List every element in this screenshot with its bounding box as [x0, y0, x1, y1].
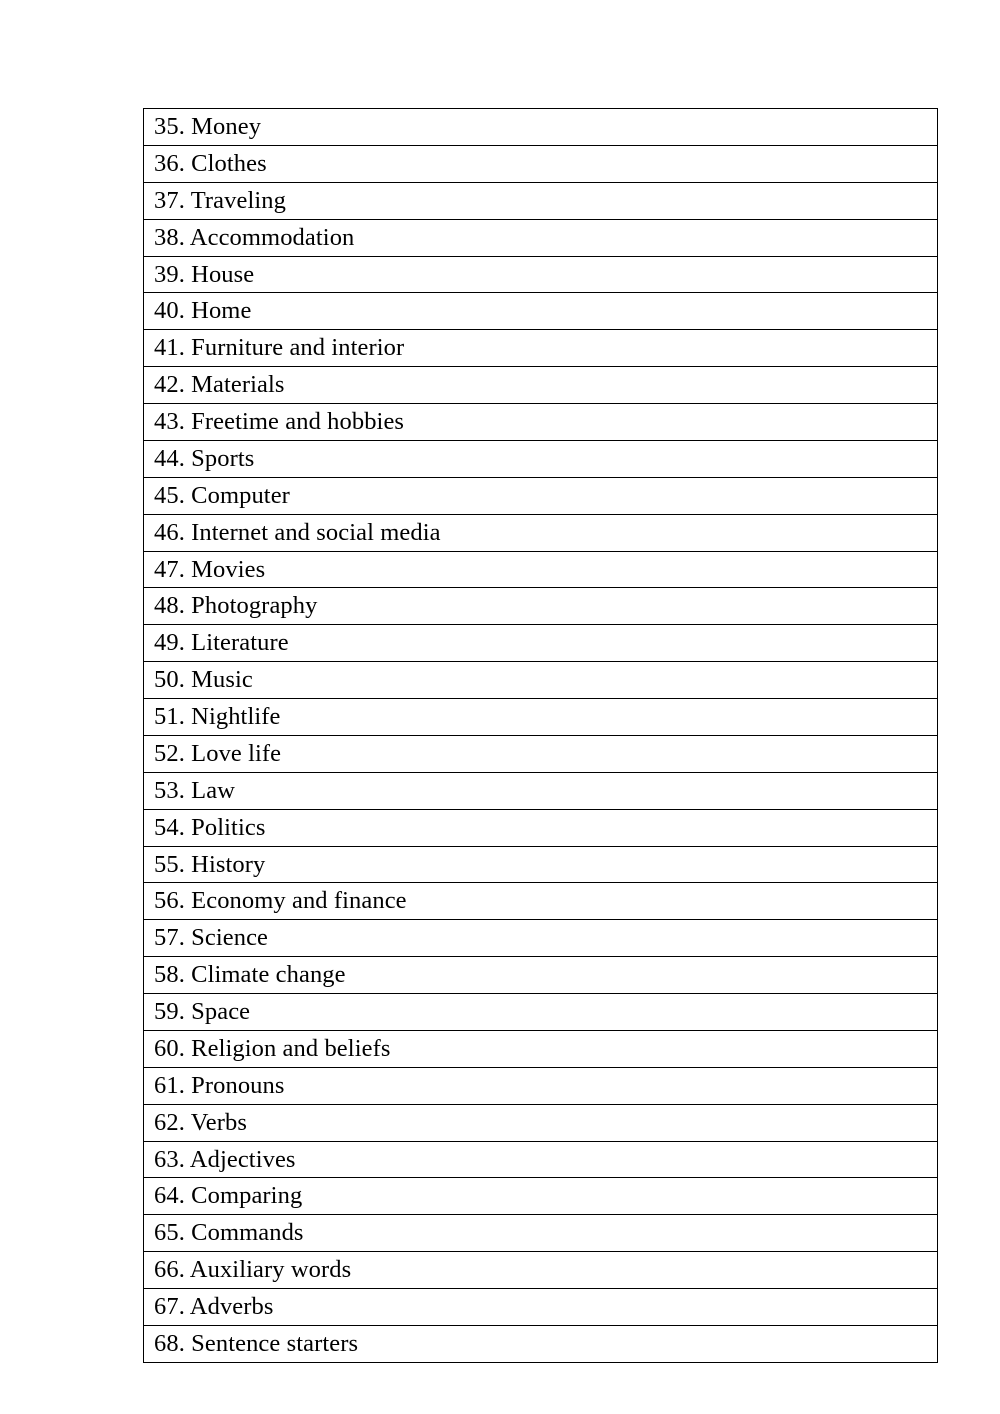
contents-entry: 68. Sentence starters [144, 1325, 938, 1362]
table-row [144, 145, 938, 182]
table-row [144, 1252, 938, 1289]
table-row [144, 1104, 938, 1141]
contents-entry: 44. Sports [144, 440, 938, 477]
contents-entry: 50. Music [144, 662, 938, 699]
contents-entry: 49. Literature [144, 625, 938, 662]
contents-entry: 64. Comparing [144, 1178, 938, 1215]
table-row [144, 846, 938, 883]
table-row [144, 293, 938, 330]
table-row [144, 219, 938, 256]
table-row [144, 588, 938, 625]
table-row [144, 367, 938, 404]
contents-entry: 60. Religion and beliefs [144, 1030, 938, 1067]
table-row [144, 404, 938, 441]
contents-entry: 52. Love life [144, 735, 938, 772]
table-row [144, 1289, 938, 1326]
contents-entry: 46. Internet and social media [144, 514, 938, 551]
table-row [144, 256, 938, 293]
table-row [144, 330, 938, 367]
contents-entry: 45. Computer [144, 477, 938, 514]
table-row [144, 551, 938, 588]
table-row [144, 809, 938, 846]
contents-entry: 57. Science [144, 920, 938, 957]
contents-entry: 47. Movies [144, 551, 938, 588]
table-row [144, 109, 938, 146]
contents-entry: 65. Commands [144, 1215, 938, 1252]
contents-entry: 41. Furniture and interior [144, 330, 938, 367]
contents-entry: 62. Verbs [144, 1104, 938, 1141]
contents-entry: 51. Nightlife [144, 699, 938, 736]
contents-entry: 66. Auxiliary words [144, 1252, 938, 1289]
contents-entry: 67. Adverbs [144, 1289, 938, 1326]
table-row [144, 1215, 938, 1252]
contents-table-body [144, 109, 938, 1363]
contents-entry: 55. History [144, 846, 938, 883]
table-row [144, 1067, 938, 1104]
table-row [144, 662, 938, 699]
table-row [144, 957, 938, 994]
table-row [144, 883, 938, 920]
contents-entry: 42. Materials [144, 367, 938, 404]
contents-entry: 36. Clothes [144, 145, 938, 182]
contents-entry: 37. Traveling [144, 182, 938, 219]
contents-entry: 35. Money [144, 109, 938, 146]
table-row [144, 514, 938, 551]
contents-entry: 59. Space [144, 994, 938, 1031]
contents-entry: 48. Photography [144, 588, 938, 625]
contents-entry: 54. Politics [144, 809, 938, 846]
contents-entry: 53. Law [144, 772, 938, 809]
table-row [144, 699, 938, 736]
contents-entry: 39. House [144, 256, 938, 293]
table-row [144, 477, 938, 514]
table-row [144, 1030, 938, 1067]
table-row [144, 440, 938, 477]
table-row [144, 735, 938, 772]
table-row [144, 920, 938, 957]
contents-entry: 40. Home [144, 293, 938, 330]
table-row [144, 994, 938, 1031]
table-row [144, 1325, 938, 1362]
contents-entry: 63. Adjectives [144, 1141, 938, 1178]
table-row [144, 772, 938, 809]
contents-entry: 61. Pronouns [144, 1067, 938, 1104]
table-row [144, 1141, 938, 1178]
contents-entry: 58. Climate change [144, 957, 938, 994]
table-row [144, 1178, 938, 1215]
table-row [144, 625, 938, 662]
contents-entry: 38. Accommodation [144, 219, 938, 256]
table-row [144, 182, 938, 219]
contents-table [143, 108, 938, 1363]
contents-entry: 56. Economy and finance [144, 883, 938, 920]
contents-entry: 43. Freetime and hobbies [144, 404, 938, 441]
